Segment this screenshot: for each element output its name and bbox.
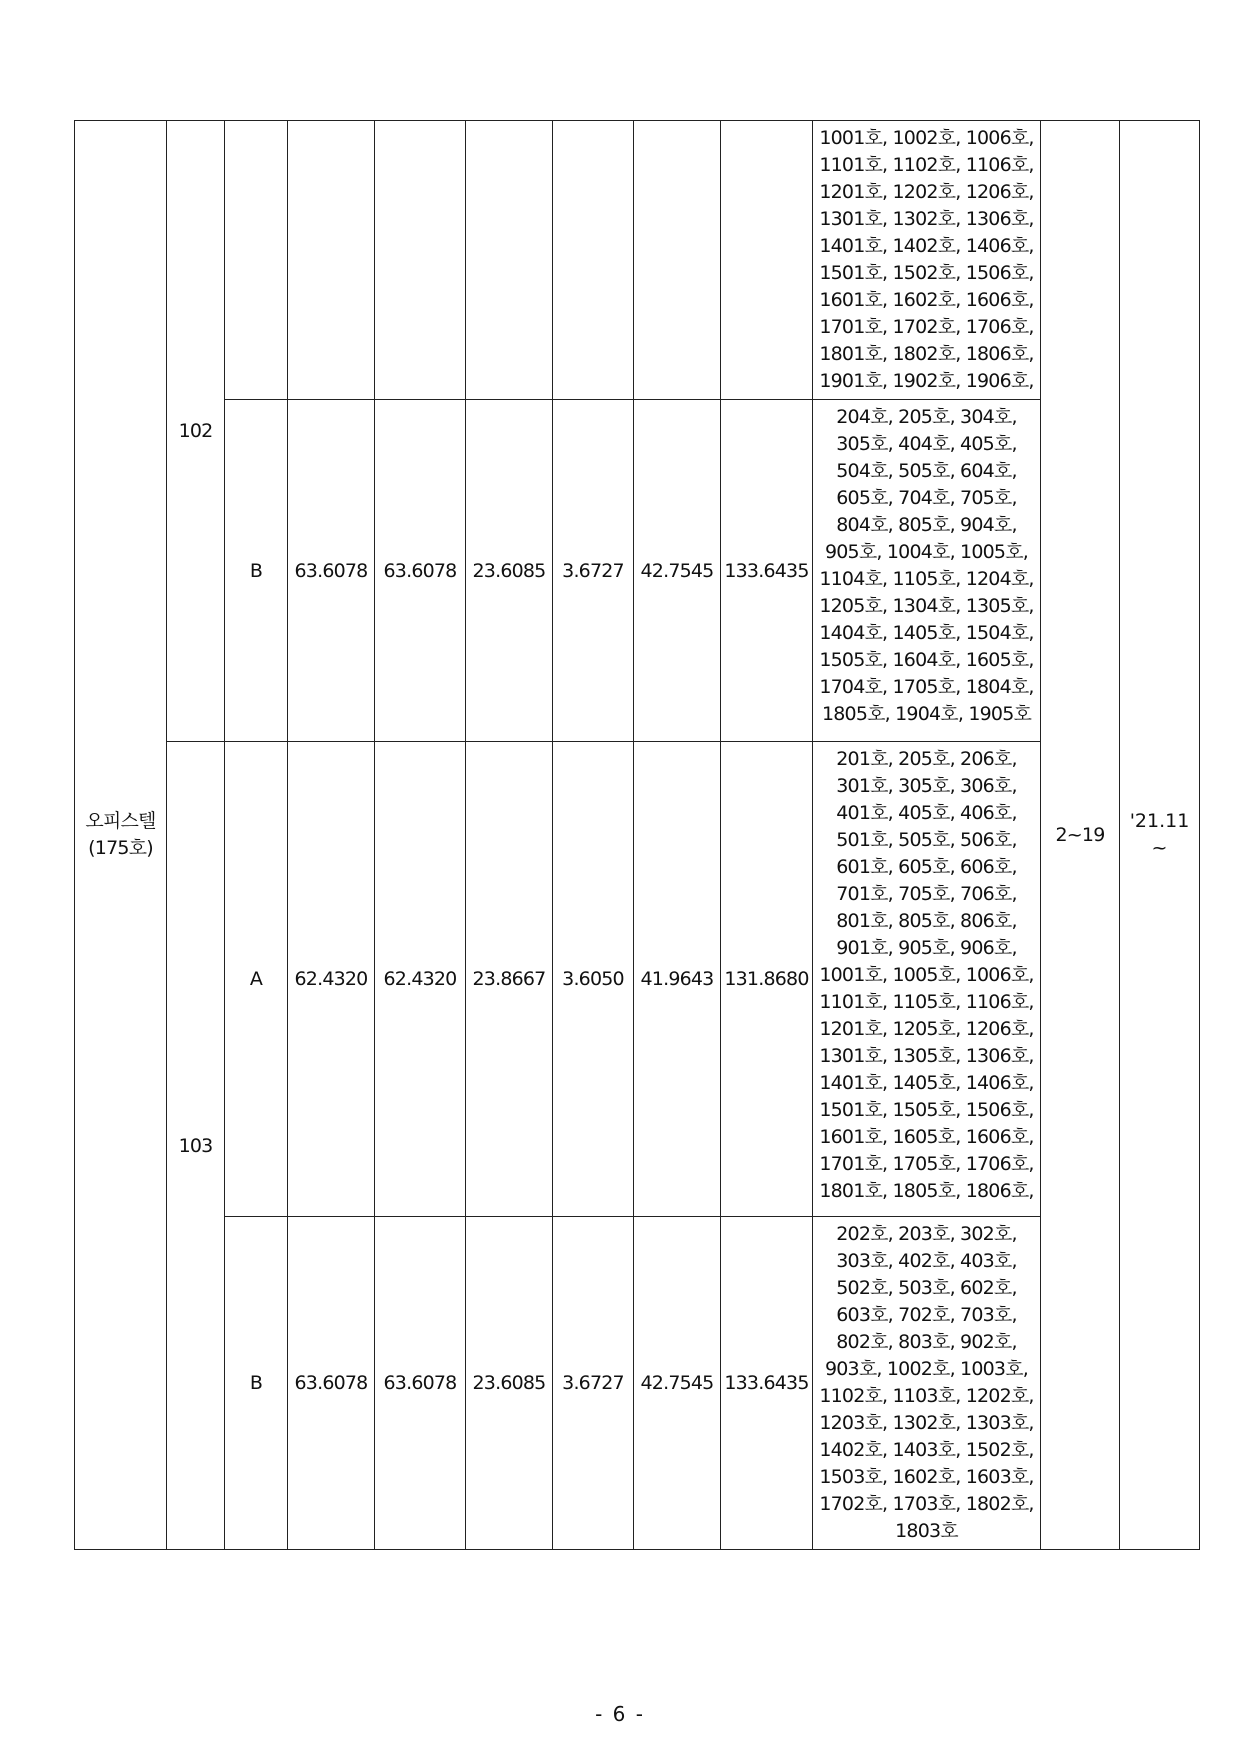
value-cell: 133.6435 (721, 400, 813, 742)
value-cell: 62.4320 (375, 742, 466, 1217)
value-cell: 23.6085 (466, 1217, 553, 1550)
value-cell: 23.8667 (466, 742, 553, 1217)
room-line: 1104호, 1105호, 1204호, (819, 568, 1034, 590)
room-line: 1501호, 1502호, 1506호, (819, 262, 1034, 284)
room-line: 901호, 905호, 906호, (836, 937, 1017, 959)
value-cell: 63.6078 (288, 400, 375, 742)
room-line: 1801호, 1802호, 1806호, (819, 343, 1034, 365)
room-list (813, 121, 1041, 400)
room-line: 905호, 1004호, 1005호, (824, 541, 1029, 563)
room-line: 1702호, 1703호, 1802호, (819, 1493, 1034, 1515)
value-cell: 3.6727 (553, 400, 634, 742)
room-line: 1901호, 1902호, 1906호, (819, 370, 1034, 392)
usage-count: (175호) (88, 837, 153, 859)
room-line: 301호, 305호, 306호, (836, 775, 1017, 797)
room-line: 1205호, 1304호, 1305호, (819, 595, 1034, 617)
room-line: 1203호, 1302호, 1303호, (819, 1412, 1034, 1434)
value-cell: 41.9643 (634, 742, 721, 1217)
value-cell: 3.6727 (553, 1217, 634, 1550)
unit-spec-table (74, 120, 1200, 1550)
room-line: 1801호, 1805호, 1806호, (819, 1180, 1034, 1202)
room-list (813, 400, 1041, 742)
room-line: 1505호, 1604호, 1605호, (819, 649, 1034, 671)
period-start: '21.11 (1129, 810, 1190, 832)
room-line: 1101호, 1105호, 1106호, (819, 991, 1034, 1013)
room-line: 502호, 503호, 602호, (836, 1277, 1017, 1299)
room-list (813, 742, 1041, 1217)
room-line: 1701호, 1705호, 1706호, (819, 1153, 1034, 1175)
value-cell: 3.6050 (553, 742, 634, 1217)
room-line: 303호, 402호, 403호, (836, 1250, 1017, 1272)
value-cell (288, 121, 375, 400)
value-cell: 63.6078 (375, 1217, 466, 1550)
usage-label: 오피스텔 (85, 810, 156, 832)
room-line: 504호, 505호, 604호, (836, 460, 1017, 482)
room-line: 1805호, 1904호, 1905호 (821, 703, 1032, 725)
room-line: 1404호, 1405호, 1504호, (819, 622, 1034, 644)
table-row (75, 1217, 1200, 1550)
room-line: 601호, 605호, 606호, (836, 856, 1017, 878)
table-row (75, 400, 1200, 742)
room-line: 1803호 (895, 1520, 958, 1542)
room-line: 305호, 404호, 405호, (836, 433, 1017, 455)
room-line: 501호, 505호, 506호, (836, 829, 1017, 851)
value-cell: 23.6085 (466, 400, 553, 742)
floors-cell: 2~19 (1041, 121, 1120, 1550)
room-line: 1704호, 1705호, 1804호, (819, 676, 1034, 698)
room-line: 1201호, 1202호, 1206호, (819, 181, 1034, 203)
value-cell: 63.6078 (288, 1217, 375, 1550)
room-line: 603호, 702호, 703호, (836, 1304, 1017, 1326)
room-line: 1201호, 1205호, 1206호, (819, 1018, 1034, 1040)
room-line: 1101호, 1102호, 1106호, (819, 154, 1034, 176)
value-cell: 42.7545 (634, 1217, 721, 1550)
room-list (813, 1217, 1041, 1550)
type-cell: B (225, 1217, 288, 1550)
value-cell: 62.4320 (288, 742, 375, 1217)
room-line: 1701호, 1702호, 1706호, (819, 316, 1034, 338)
period-cell (1120, 121, 1200, 1550)
room-line: 202호, 203호, 302호, (836, 1223, 1017, 1245)
room-line: 1601호, 1602호, 1606호, (819, 289, 1034, 311)
room-line: 1301호, 1302호, 1306호, (819, 208, 1034, 230)
room-line: 401호, 405호, 406호, (836, 802, 1017, 824)
dong-cell: 102 (167, 121, 225, 742)
room-line: 605호, 704호, 705호, (836, 487, 1017, 509)
value-cell: 133.6435 (721, 1217, 813, 1550)
room-line: 1102호, 1103호, 1202호, (819, 1385, 1034, 1407)
value-cell (553, 121, 634, 400)
value-cell (466, 121, 553, 400)
table-row (75, 742, 1200, 1217)
room-line: 1401호, 1402호, 1406호, (819, 235, 1034, 257)
period-tilde: ~ (1151, 837, 1168, 859)
type-cell: B (225, 400, 288, 742)
room-line: 1301호, 1305호, 1306호, (819, 1045, 1034, 1067)
type-cell (225, 121, 288, 400)
value-cell (634, 121, 721, 400)
room-line: 1001호, 1002호, 1006호, (819, 127, 1034, 149)
room-line: 801호, 805호, 806호, (836, 910, 1017, 932)
page-number: - 6 - (595, 1702, 645, 1726)
table-row (75, 121, 1200, 400)
value-cell: 131.8680 (721, 742, 813, 1217)
room-line: 1503호, 1602호, 1603호, (819, 1466, 1034, 1488)
room-line: 701호, 705호, 706호, (836, 883, 1017, 905)
type-cell: A (225, 742, 288, 1217)
value-cell (721, 121, 813, 400)
room-line: 204호, 205호, 304호, (836, 406, 1017, 428)
dong-cell: 103 (167, 742, 225, 1550)
room-line: 804호, 805호, 904호, (836, 514, 1017, 536)
usage-cell (75, 121, 167, 1550)
room-line: 1402호, 1403호, 1502호, (819, 1439, 1034, 1461)
room-line: 802호, 803호, 902호, (836, 1331, 1017, 1353)
value-cell (375, 121, 466, 400)
room-line: 1001호, 1005호, 1006호, (819, 964, 1034, 986)
room-line: 1501호, 1505호, 1506호, (819, 1099, 1034, 1121)
value-cell: 63.6078 (375, 400, 466, 742)
room-line: 903호, 1002호, 1003호, (824, 1358, 1029, 1380)
room-line: 1401호, 1405호, 1406호, (819, 1072, 1034, 1094)
room-line: 1601호, 1605호, 1606호, (819, 1126, 1034, 1148)
room-line: 201호, 205호, 206호, (836, 748, 1017, 770)
value-cell: 42.7545 (634, 400, 721, 742)
